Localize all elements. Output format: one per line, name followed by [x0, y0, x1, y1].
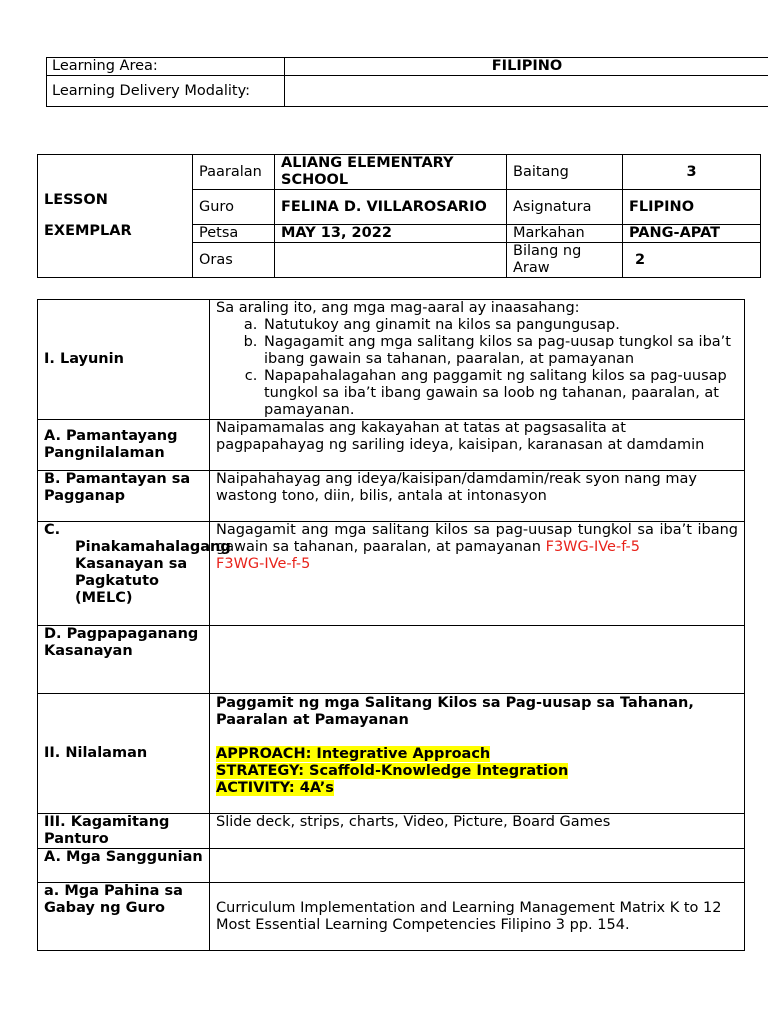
melc-text: Nagagamit ang mga salitang kilos sa pag-uusap tungkol sa iba’t ibang gawain sa tahanan, paaralan, at pamayanan — [216, 522, 738, 555]
layunin-label: I. Layunin — [38, 300, 210, 420]
layunin-list — [216, 317, 738, 419]
melc-code-1: F3WG-IVe-f-5 — [545, 539, 640, 555]
asignatura-value: FLIPINO — [623, 190, 761, 225]
pamantayang-pangnilalaman-label: A. Pamantayang Pangnilalaman — [38, 420, 210, 471]
bilang-value: 2 — [623, 243, 761, 278]
pamantayang-pangnilalaman-text: Naipamamalas ang kakayahan at tatas at pagsasalita at pagpapahayag ng sariling ideya, kaisipan, karanasan at damdamin — [210, 420, 745, 471]
melc-label-rest: Pinakamahalagang Kasanayan sa Pagkatuto (MELC) — [75, 539, 231, 606]
pahina-content — [210, 883, 745, 951]
baitang-label: Baitang — [507, 155, 623, 190]
pamantayan-pagganap-text: Naipahahayag ang ideya/kaisipan/damdamin/reak syon nang may wastong tono, diin, bilis, antala at intonasyon — [210, 471, 745, 522]
learning-area-table — [46, 57, 768, 107]
strategy-text: STRATEGY: Scaffold-Knowledge Integration — [216, 763, 569, 779]
lesson-plan-table — [37, 299, 745, 951]
nilalaman-content — [210, 694, 745, 814]
lesson-exemplar-title — [38, 155, 193, 278]
melc-label — [38, 522, 231, 626]
pagpapaganang-label: D. Pagpapaganang Kasanayan — [38, 626, 210, 694]
approach-text: APPROACH: Integrative Approach — [216, 746, 491, 762]
pahina-line1: Curriculum Implementation and Learning Management Matrix K to 12 — [216, 900, 722, 916]
baitang-value: 3 — [623, 155, 761, 190]
oras-label: Oras — [193, 243, 275, 278]
melc-code-2: F3WG-IVe-f-5 — [216, 556, 311, 572]
delivery-modality-label: Learning Delivery Modality: — [47, 76, 285, 107]
lesson-title-line1: LESSON — [44, 192, 108, 208]
petsa-value: MAY 13, 2022 — [275, 225, 507, 243]
markahan-label: Markahan — [507, 225, 623, 243]
layunin-item: b. Nagagamit ang mga salitang kilos sa pag-uusap tungkol sa iba’t ibang gawain sa tahanan, paaralan, at pamayanan — [262, 334, 738, 368]
nilalaman-label: II. Nilalaman — [38, 694, 210, 814]
petsa-label: Petsa — [193, 225, 275, 243]
paaralan-value: ALIANG ELEMENTARY SCHOOL — [275, 155, 507, 190]
melc-content — [210, 522, 745, 626]
markahan-value: PANG-APAT — [623, 225, 761, 243]
pahina-line2: Most Essential Learning Competencies Filipino 3 pp. 154. — [216, 917, 630, 933]
sanggunian-label: A. Mga Sanggunian — [38, 849, 210, 883]
kagamitang-label: III. Kagamitang Panturo — [38, 814, 210, 849]
learning-area-value: FILIPINO — [285, 58, 768, 76]
kagamitang-text: Slide deck, strips, charts, Video, Picture, Board Games — [210, 814, 745, 849]
learning-area-label: Learning Area: — [47, 58, 285, 76]
lesson-title-line2: EXEMPLAR — [44, 223, 132, 239]
bilang-label: Bilang ng Araw — [507, 243, 623, 278]
melc-label-prefix: C. — [44, 522, 61, 538]
guro-value: FELINA D. VILLAROSARIO — [275, 190, 507, 225]
oras-value — [275, 243, 507, 278]
nilalaman-title: Paggamit ng mga Salitang Kilos sa Pag-uusap sa Tahanan, Paaralan at Pamayanan — [216, 695, 694, 728]
activity-text: ACTIVITY: 4A’s — [216, 780, 334, 796]
layunin-intro: Sa araling ito, ang mga mag-aaral ay inaasahang: — [216, 300, 580, 316]
paaralan-label: Paaralan — [193, 155, 275, 190]
pamantayan-pagganap-label: B. Pamantayan sa Pagganap — [38, 471, 210, 522]
pahina-label: a. Mga Pahina sa Gabay ng Guro — [38, 883, 210, 951]
pagpapaganang-text — [210, 626, 745, 694]
delivery-modality-value — [285, 76, 768, 107]
asignatura-label: Asignatura — [507, 190, 623, 225]
layunin-item: c. Napapahalagahan ang paggamit ng salitang kilos sa pag-uusap tungkol sa iba’t ibang gawain sa loob ng tahanan, paaralan, at pamayanan. — [262, 368, 738, 419]
guro-label: Guro — [193, 190, 275, 225]
lesson-info-table — [37, 154, 761, 278]
layunin-item: a. Natutukoy ang ginamit na kilos sa pangungusap. — [262, 317, 738, 334]
layunin-content — [210, 300, 745, 420]
sanggunian-text — [210, 849, 745, 883]
